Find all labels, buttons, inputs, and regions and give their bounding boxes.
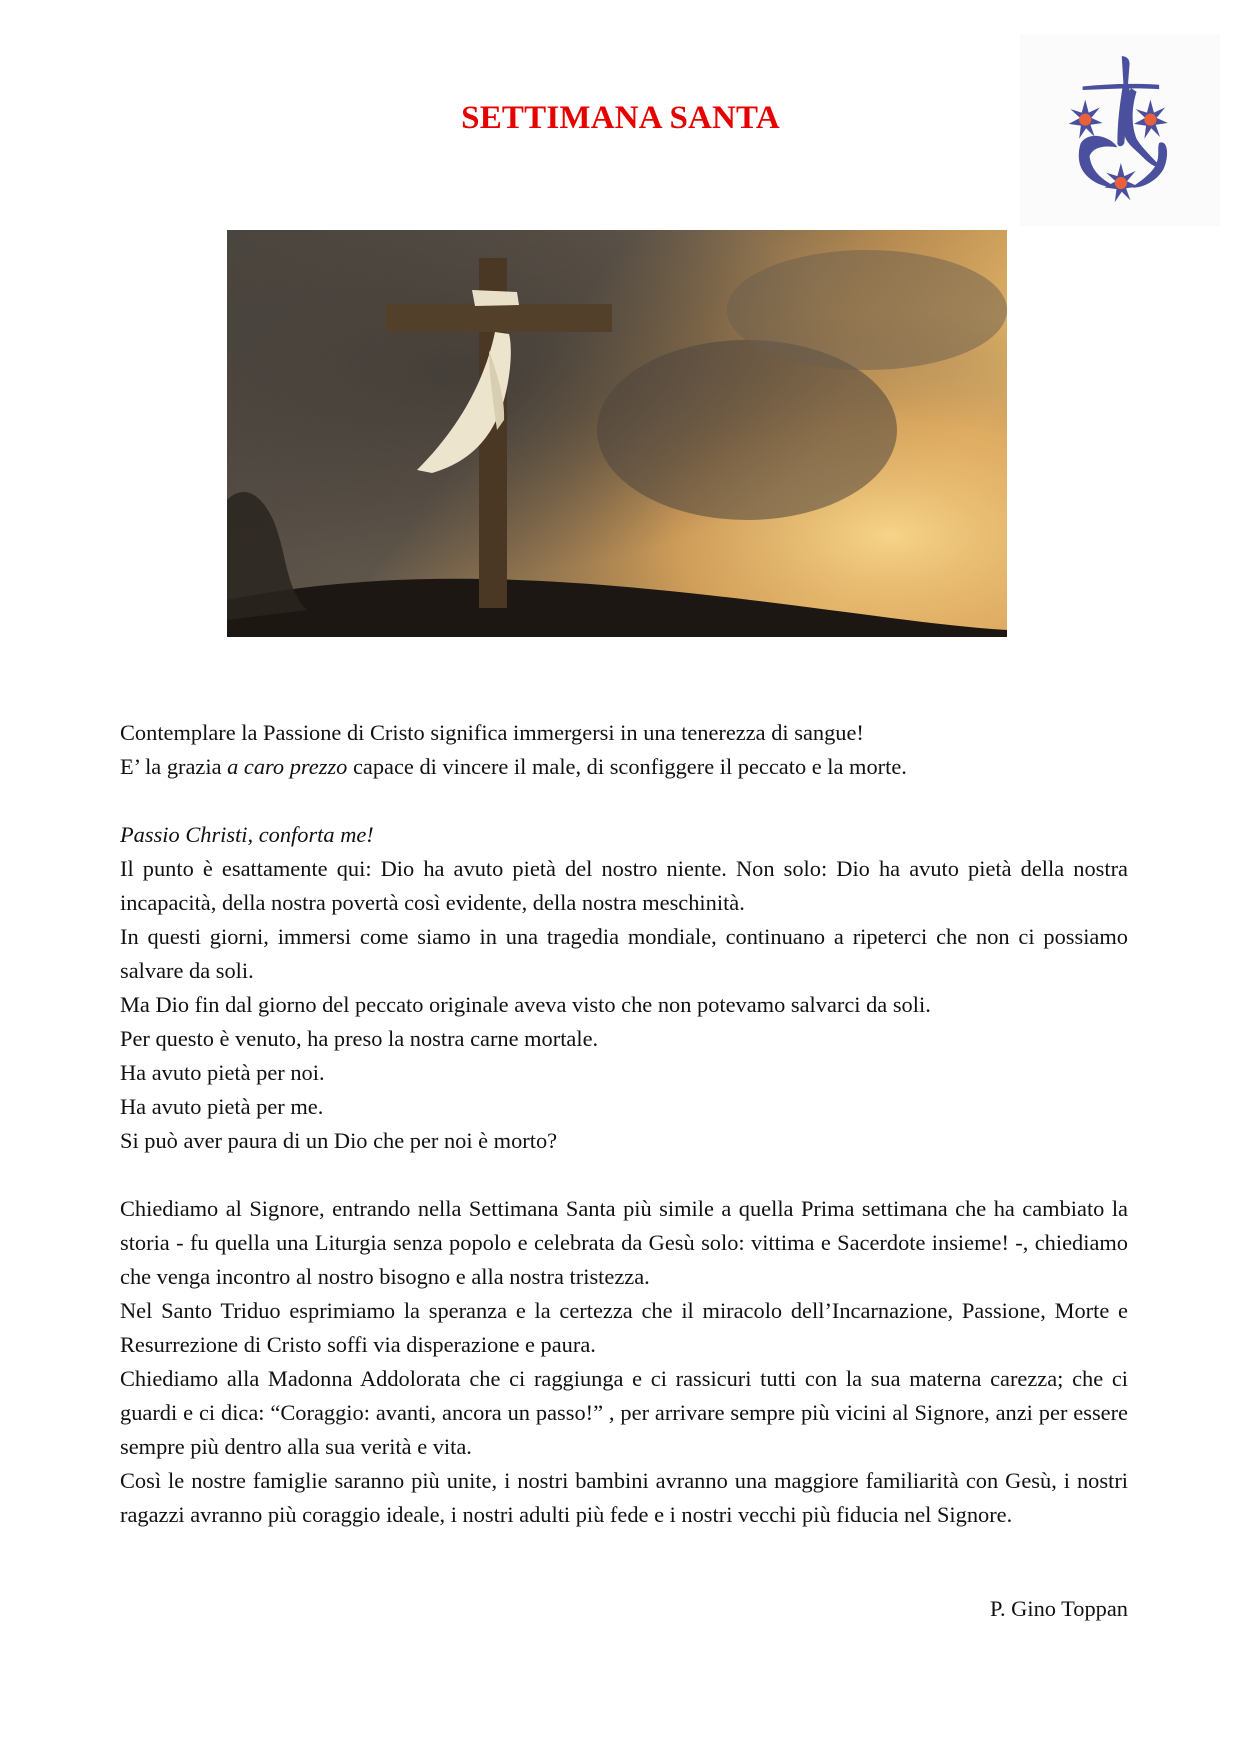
cross-image-icon bbox=[227, 230, 1007, 637]
intro-line-2-pre: E’ la grazia bbox=[120, 754, 228, 779]
page-title: SETTIMANA SANTA bbox=[461, 100, 780, 136]
passio-text-7: Si può aver paura di un Dio che per noi è morto? bbox=[120, 1128, 558, 1153]
intro-line-2-post: capace di vincere il male, di sconfiggere il peccato e la morte. bbox=[347, 754, 907, 779]
passio-text-3: Ma Dio fin dal giorno del peccato originale aveva visto che non potevamo salvarci da soli. bbox=[120, 992, 931, 1017]
paragraph-chiediamo bbox=[120, 1192, 1128, 1532]
chiediamo-text-2: Nel Santo Triduo esprimiamo la speranza e la certezza che il miracolo dell’Incarnazione, Passione, Morte e Resurrezione di Cristo soffi via disperazione e paura. bbox=[120, 1298, 1128, 1357]
chiediamo-text-4: Così le nostre famiglie saranno più unite, i nostri bambini avranno una maggiore familiarità con Gesù, i nostri ragazzi avranno più coraggio ideale, i nostri adulti più fede e i nostri vecchi più fiducia nel Signore. bbox=[120, 1468, 1128, 1527]
passio-heading: Passio Christi, conforta me! bbox=[120, 822, 374, 847]
passio-text-2: In questi giorni, immersi come siamo in una tragedia mondiale, continuano a ripeterci che non ci possiamo salvare da soli. bbox=[120, 924, 1128, 983]
signature: P. Gino Toppan bbox=[990, 1596, 1128, 1621]
paragraph-intro bbox=[120, 716, 1128, 784]
passio-text-5: Ha avuto pietà per noi. bbox=[120, 1060, 325, 1085]
passio-text-4: Per questo è venuto, ha preso la nostra carne mortale. bbox=[120, 1026, 599, 1051]
passio-text-1: Il punto è esattamente qui: Dio ha avuto pietà del nostro niente. Non solo: Dio ha avuto pietà della nostra incapacità, della nostra povertà così evidente, della nostra meschinità. bbox=[120, 856, 1128, 915]
paragraph-passio bbox=[120, 818, 1128, 1158]
intro-line-1: Contemplare la Passione di Cristo significa immergersi in una tenerezza di sangue! bbox=[120, 720, 864, 745]
chiediamo-text-1: Chiediamo al Signore, entrando nella Settimana Santa più simile a quella Prima settimana che ha cambiato la storia - fu quella una Liturgia senza popolo e celebrata da Gesù solo: vittima e Sacerdote insieme! -, chiediamo che venga incontro al nostro bisogno e alla nostra tristezza. bbox=[120, 1196, 1128, 1289]
intro-line-2-italic: a caro prezzo bbox=[227, 754, 348, 779]
cross-anchor-stars-logo-icon bbox=[1020, 30, 1220, 230]
congregation-logo bbox=[1020, 30, 1220, 230]
passio-text-6: Ha avuto pietà per me. bbox=[120, 1094, 324, 1119]
document-body bbox=[120, 716, 1128, 1532]
chiediamo-text-3: Chiediamo alla Madonna Addolorata che ci raggiunga e ci rassicuri tutti con la sua materna carezza; che ci guardi e ci dica: “Coraggio: avanti, ancora un passo!” , per arrivare sempre più vicini al Signore, anzi per essere sempre più dentro alla sua verità e vita. bbox=[120, 1366, 1128, 1459]
cross-sunset-photo bbox=[227, 230, 1007, 637]
